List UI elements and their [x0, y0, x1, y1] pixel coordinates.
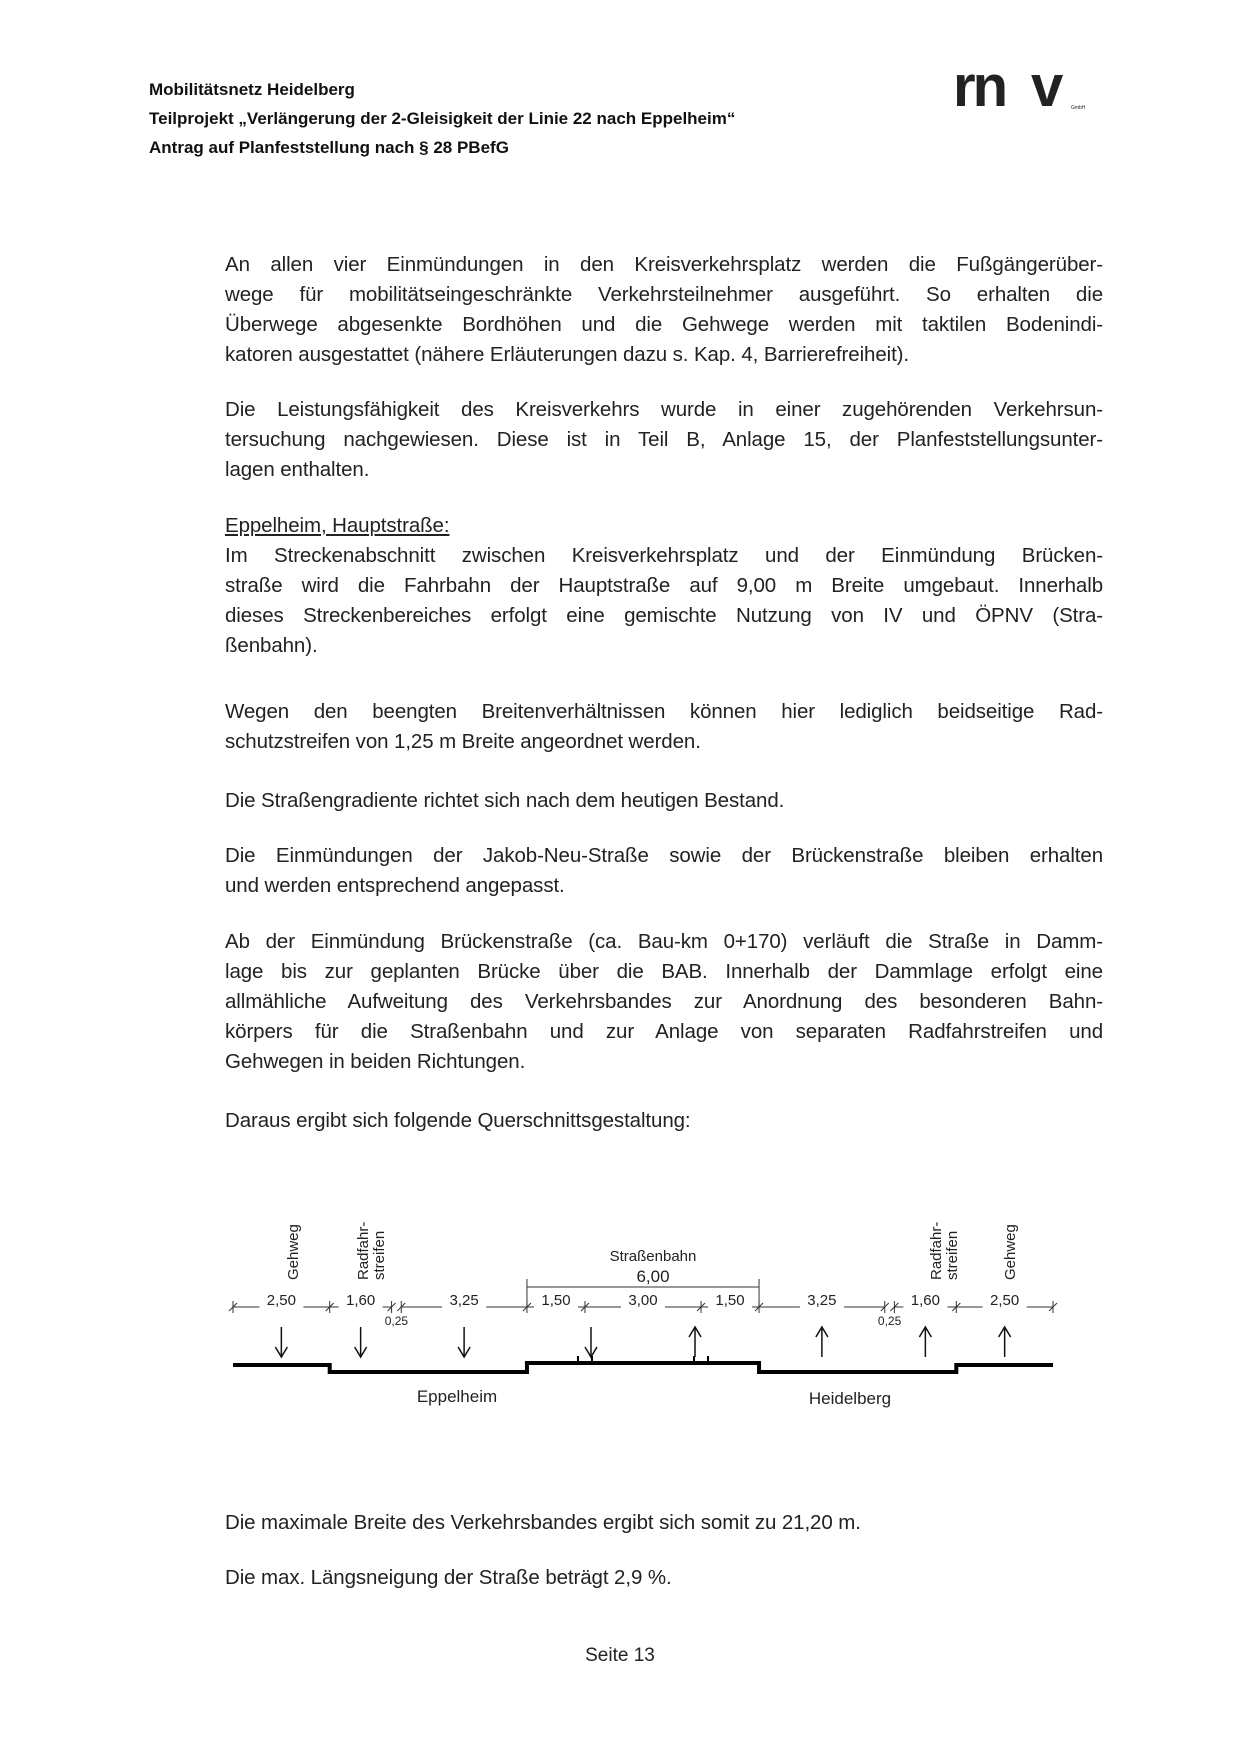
label-gehweg-left: Gehweg [285, 1224, 302, 1280]
dimension-label: 3,25 [449, 1292, 479, 1309]
label-heidelberg: Heidelberg [808, 1389, 892, 1408]
header-subproject: Teilprojekt „Verlängerung der 2-Gleisigkeit der Linie 22 nach Eppelheim“ [149, 109, 736, 128]
text-line: dieses Streckenbereiches erfolgt eine gemischte Nutzung von IV und ÖPNV (Stra- [225, 604, 1103, 627]
section-heading: Eppelheim, Hauptstraße: [225, 514, 450, 537]
dimension-label: 2,50 [990, 1292, 1020, 1309]
road-surface [233, 1363, 1053, 1372]
dimension-label: 0,25 [384, 1314, 409, 1328]
paragraph [225, 395, 1103, 485]
dimension-label: 1,60 [346, 1292, 376, 1309]
text-line: lagen enthalten. [225, 458, 370, 481]
paragraph [225, 697, 1103, 757]
label-gehweg-right: Gehweg [1002, 1224, 1019, 1280]
dimension-label: 3,00 [628, 1292, 658, 1309]
paragraph [225, 511, 1103, 661]
dimension-label: 1,50 [715, 1292, 745, 1309]
logo-text-rn: rn [953, 62, 1005, 114]
text-line: Im Streckenabschnitt zwischen Kreisverkehrsplatz und der Einmündung Brücken- [225, 544, 1103, 567]
text-line: Die Straßengradiente richtet sich nach dem heutigen Bestand. [225, 789, 785, 812]
label-radfahr-right-1: Radfahr- [928, 1221, 945, 1280]
label-strassenbahn-width: 6,00 [636, 1267, 670, 1286]
text-line: Ab der Einmündung Brückenstraße (ca. Bau-km 0+170) verläuft die Straße in Damm- [225, 930, 1103, 953]
text-line: körpers für die Straßenbahn und zur Anlage von separaten Radfahrstreifen und [225, 1020, 1103, 1043]
label-radfahr-right-2: streifen [944, 1230, 961, 1280]
text-line: An allen vier Einmündungen in den Kreisverkehrsplatz werden die Fußgängerüber- [225, 253, 1103, 276]
direction-arrows [275, 1327, 1010, 1357]
text-line: Gehwegen in beiden Richtungen. [225, 1050, 526, 1073]
paragraph [225, 841, 1103, 901]
cross-section-diagram [225, 1215, 1105, 1445]
paragraph [225, 1106, 1103, 1136]
header-application: Antrag auf Planfeststellung nach § 28 PBefG [149, 138, 509, 157]
label-strassenbahn: Straßenbahn [609, 1248, 697, 1265]
text-line: ßenbahn). [225, 634, 318, 657]
label-radfahr-left-2: streifen [371, 1230, 388, 1280]
dimension-label: 3,25 [807, 1292, 837, 1309]
dimension-label: 1,50 [541, 1292, 571, 1309]
dimension-lines [229, 1279, 1057, 1328]
logo-subtext: GmbH [1071, 105, 1086, 111]
paragraph [225, 250, 1103, 370]
text-line: lage bis zur geplanten Brücke über die BAB. Innerhalb der Dammlage erfolgt eine [225, 960, 1103, 983]
text-line: Überwege abgesenkte Bordhöhen und die Gehwege werden mit taktilen Bodenindi- [225, 313, 1103, 336]
text-line: Daraus ergibt sich folgende Querschnittsgestaltung: [225, 1109, 691, 1132]
text-line: Die max. Längsneigung der Straße beträgt 2,9 %. [225, 1566, 672, 1589]
label-eppelheim: Eppelheim [416, 1387, 498, 1406]
logo-text-v: v [1031, 62, 1064, 114]
dimension-label: 0,25 [877, 1314, 902, 1328]
header-project-name: Mobilitätsnetz Heidelberg [149, 80, 355, 99]
paragraph [225, 786, 1103, 816]
dimension-label: 1,60 [910, 1292, 940, 1309]
text-line: Die maximale Breite des Verkehrsbandes ergibt sich somit zu 21,20 m. [225, 1511, 861, 1534]
text-line: katoren ausgestattet (nähere Erläuterungen dazu s. Kap. 4, Barrierefreiheit). [225, 343, 910, 366]
dimension-label: 2,50 [266, 1292, 296, 1309]
page-number: Seite 13 [585, 1645, 655, 1666]
text-line: wege für mobilitätseingeschränkte Verkehrsteilnehmer ausgeführt. So erhalten die [225, 283, 1103, 306]
label-radfahr-left-1: Radfahr- [355, 1221, 372, 1280]
text-line: Die Einmündungen der Jakob-Neu-Straße sowie der Brückenstraße bleiben erhalten [225, 844, 1103, 867]
text-line: Wegen den beengten Breitenverhältnissen können hier lediglich beidseitige Rad- [225, 700, 1103, 723]
text-line: allmähliche Aufweitung des Verkehrsbandes zur Anordnung des besonderen Bahn- [225, 990, 1103, 1013]
text-line: schutzstreifen von 1,25 m Breite angeordnet werden. [225, 730, 701, 753]
road-profile [233, 1356, 1053, 1372]
text-line: Die Leistungsfähigkeit des Kreisverkehrs wurde in einer zugehörenden Verkehrsun- [225, 398, 1103, 421]
paragraph [225, 927, 1103, 1077]
closing-sentence-width [225, 1508, 1103, 1538]
text-line: straße wird die Fahrbahn der Hauptstraße auf 9,00 m Breite umgebaut. Innerhalb [225, 574, 1103, 597]
text-line: tersuchung nachgewiesen. Diese ist in Teil B, Anlage 15, der Planfeststellungsunter- [225, 428, 1103, 451]
closing-sentence-gradient [225, 1563, 1103, 1593]
rnv-logo [953, 62, 1093, 114]
text-line: und werden entsprechend angepasst. [225, 874, 565, 897]
